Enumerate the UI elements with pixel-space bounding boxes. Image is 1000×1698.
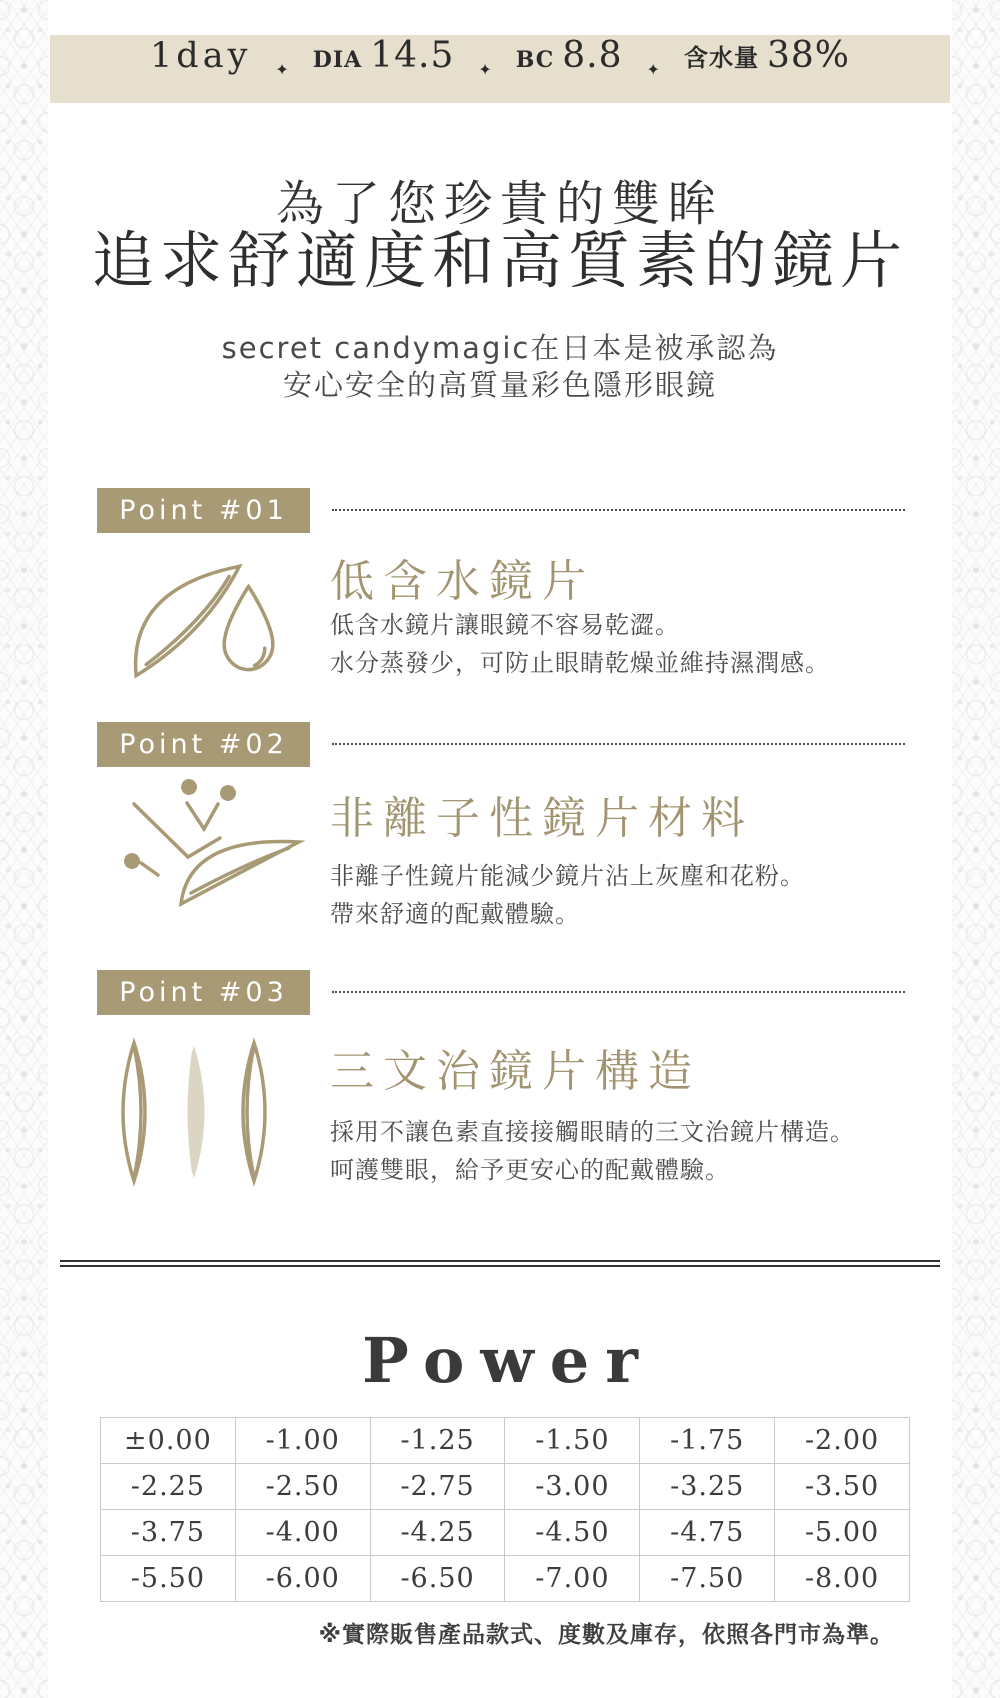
bc-spec [516,35,623,76]
power-value-cell: -2.00 [775,1418,910,1464]
intro-subtext-line2: 安心安全的高質量彩色隱形眼鏡 [282,368,717,402]
power-value-cell: -3.25 [640,1464,775,1510]
sparkle-icon: ✦ [646,59,660,79]
intro-heading-large: 追求舒適度和高質素的鏡片 [91,224,908,297]
power-table-row [101,1464,910,1510]
power-value-cell: -2.50 [235,1464,370,1510]
power-table-row [101,1510,910,1556]
dotted-divider [332,509,905,511]
power-value-cell: -1.25 [370,1418,505,1464]
water-content-spec [684,35,850,76]
point-02-title: 非離子性鏡片材料 [330,793,754,844]
power-value-cell: -7.50 [640,1556,775,1602]
intro-heading-small: 為了您珍貴的雙眸 [275,176,724,232]
point-01-description [330,606,910,682]
point-02-desc-line1: 非離子性鏡片能減少鏡片沾上灰塵和花粉。 [330,862,805,890]
point-01-desc-line2: 水分蒸發少，可防止眼睛乾燥並維持濕潤感。 [330,649,830,677]
sparkle-icon: ✦ [478,59,492,79]
power-value-cell: -3.50 [775,1464,910,1510]
dia-spec [313,35,455,76]
duration-label: 1day [150,36,252,76]
power-value-cell: -7.00 [505,1556,640,1602]
point-01-badge: Point #01 [97,488,310,533]
power-value-cell: -1.75 [640,1418,775,1464]
power-table-body [101,1418,910,1602]
power-table [100,1417,910,1602]
power-value-cell: -1.00 [235,1418,370,1464]
lens-droplet-icon [126,556,288,688]
power-value-cell: -2.75 [370,1464,505,1510]
power-value-cell: -3.00 [505,1464,640,1510]
point-03-description [330,1113,910,1189]
power-value-cell: -6.50 [370,1556,505,1602]
power-value-cell: -3.75 [101,1510,236,1556]
sandwich-lens-icon [98,1036,290,1188]
power-value-cell: -4.75 [640,1510,775,1556]
power-value-cell: -5.00 [775,1510,910,1556]
point-03-desc-line1: 採用不讓色素直接接觸眼睛的三文治鏡片構造。 [330,1118,855,1146]
power-value-cell: ±0.00 [101,1418,236,1464]
intro-subtext-line1: secret candymagic在日本是被承認為 [221,331,779,365]
power-table-row [101,1418,910,1464]
dia-label: DIA [312,47,363,73]
pollen-repel-icon [95,770,307,912]
power-value-cell: -4.50 [505,1510,640,1556]
sparkle-icon: ✦ [275,59,289,79]
double-rule-divider [60,1260,940,1267]
power-section-title: Power [362,1324,654,1397]
power-value-cell: -4.00 [235,1510,370,1556]
dotted-divider [332,991,905,993]
spec-banner [50,35,950,103]
power-value-cell: -2.25 [101,1464,236,1510]
power-table-row [101,1556,910,1602]
dotted-divider [332,743,905,745]
water-content-value: 38% [766,35,850,76]
point-02-desc-line2: 帶來舒適的配戴體驗。 [330,900,580,928]
point-03-desc-line2: 呵護雙眼，給予更安心的配戴體驗。 [330,1156,730,1184]
power-value-cell: -8.00 [775,1556,910,1602]
point-03-badge: Point #03 [97,970,310,1015]
point-01-desc-line1: 低含水鏡片讓眼鏡不容易乾澀。 [330,611,680,639]
point-01-title: 低含水鏡片 [330,556,595,607]
point-02-badge: Point #02 [97,722,310,767]
dia-value: 14.5 [370,35,455,76]
point-03-title: 三文治鏡片構造 [330,1046,701,1097]
disclaimer-note: ※實際販售產品款式、度數及庫存，依照各門市為準。 [318,1622,894,1648]
power-value-cell: -6.00 [235,1556,370,1602]
power-value-cell: -4.25 [370,1510,505,1556]
water-content-label: 含水量 [683,44,759,72]
power-value-cell: -5.50 [101,1556,236,1602]
bc-label: BC [515,47,555,73]
point-02-description [330,857,910,933]
power-value-cell: -1.50 [505,1418,640,1464]
bc-value: 8.8 [562,35,623,76]
